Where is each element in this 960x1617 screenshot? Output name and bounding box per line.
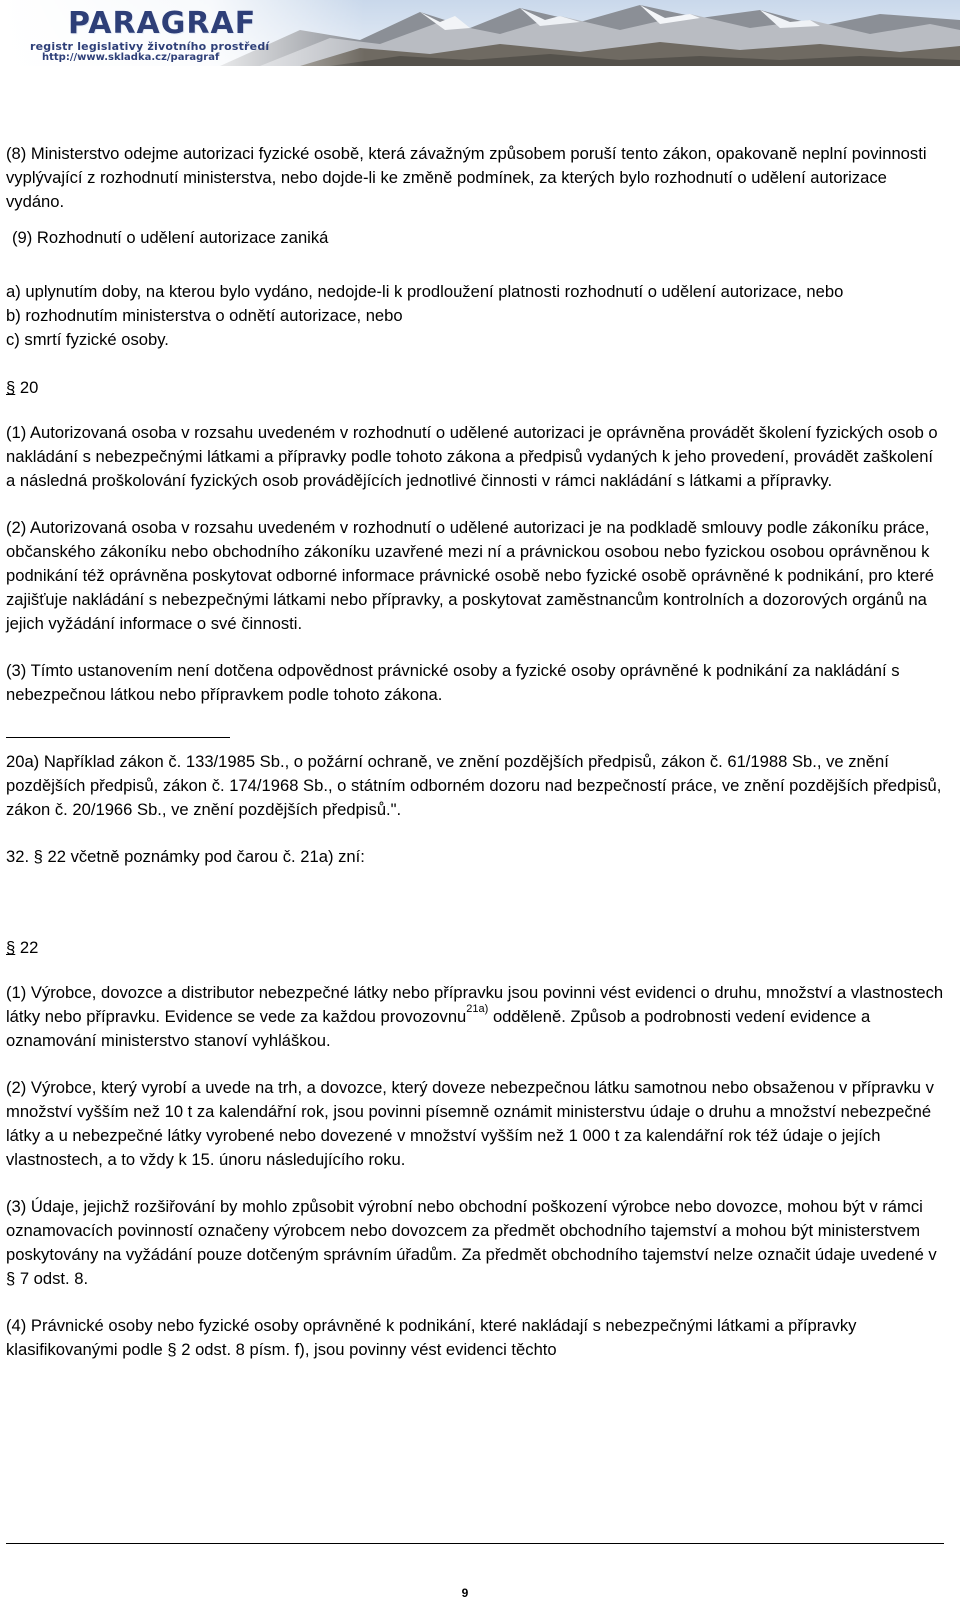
paragraph-9: (9) Rozhodnutí o udělení autorizace zaniká <box>12 228 329 247</box>
section-number: 22 <box>15 938 39 957</box>
section-20-paragraph-3: (3) Tímto ustanovením není dotčena odpovědnost právnické osoby a fyzické osoby oprávněné k podnikání za nakládání s nebezpečnou látkou nebo přípravkem podle tohoto zákona. <box>6 661 900 704</box>
footnote-reference: 21a) <box>466 1003 489 1016</box>
list-item: a) uplynutím doby, na kterou bylo vydáno, nedojde-li k prodloužení platnosti rozhodnutí o udělení autorizace, nebo <box>6 282 844 301</box>
paragraph-text: (1) Výrobce, dovozce a distributor nebezpečné látky nebo přípravku jsou povinni vést evidenci o druhu, množství a vlastnostech látky nebo přípravku. Evidence se vede za každou provozovnu <box>6 983 944 1026</box>
section-22-paragraph-3: (3) Údaje, jejichž rozšiřování by mohlo způsobit výrobní nebo obchodní poškození výrobce nebo dovozce, mohou být v rámci oznamovacích povinností označeny výrobcem nebo dovozcem za předmět obchodního tajemství a mohou být ministerstvem poskytovány na vyžádání pouze dotčeným správním úřadům. Za předmět obchodního tajemství nelze označit údaje uvedené v § 7 odst. 8. <box>6 1197 937 1288</box>
amendment-point-32: 32. § 22 včetně poznámky pod čarou č. 21a) zní: <box>6 847 365 866</box>
document-body <box>6 142 946 1362</box>
paragraph-8: (8) Ministerstvo odejme autorizaci fyzické osobě, která závažným způsobem poruší tento zákon, opakovaně neplní povinnosti vyplývající z rozhodnutí ministerstva, nebo dojde-li ke změně podmínek, za kterých bylo rozhodnutí o udělení autorizace vydáno. <box>6 144 927 211</box>
footnote-divider <box>6 737 230 738</box>
section-20-paragraph-1: (1) Autorizovaná osoba v rozsahu uvedeném v rozhodnutí o udělené autorizaci je oprávněna provádět školení fyzických osob o nakládání s nebezpečnými látkami a přípravky podle tohoto zákona a předpisů vydaných k jeho provedení, provádět zaškolení a následná proškolování fyzických osob provádějících jednotlivé činnosti v rámci nakládání s látkami a přípravky. <box>6 423 938 490</box>
logo-subtitle: registr legislativy životního prostředí <box>30 40 270 53</box>
section-22-paragraph-4: (4) Právnické osoby nebo fyzické osoby oprávněné k podnikání, které nakládají s nebezpečnými látkami a přípravky klasifikovanými podle § 2 odst. 8 písm. f), jsou povinny vést evidenci těchto <box>6 1316 857 1359</box>
list-item: c) smrtí fyzické osoby. <box>6 330 169 349</box>
section-20-heading <box>6 376 946 400</box>
section-symbol: § <box>6 378 16 397</box>
page-number: 9 <box>461 1586 469 1600</box>
list-item: b) rozhodnutím ministerstva o odnětí autorizace, nebo <box>6 306 403 325</box>
section-22-paragraph-2: (2) Výrobce, který vyrobí a uvede na trh, a dovozce, který doveze nebezpečnou látku samotnou nebo obsaženou v přípravku v množství vyšším než 10 t za kalendářní rok, jsou povinni písemně oznámit ministerstvu údaje o druhu a množství nebezpečné látky a u nebezpečné látky vyrobené nebo dovezené v množství vyšším než 1 000 t za kalendářní rok též údaje o jejích vlastnostech, a to vždy k 15. únoru následujícího roku. <box>6 1078 934 1169</box>
section-number: 20 <box>15 378 39 397</box>
section-symbol: § <box>6 938 16 957</box>
logo-url: http://www.skladka.cz/paragraf <box>42 52 220 63</box>
footer-divider <box>6 1543 944 1544</box>
footnote-20a: 20a) Například zákon č. 133/1985 Sb., o požární ochraně, ve znění pozdějších předpisů, zákon č. 61/1988 Sb., ve znění pozdějších předpisů, zákon č. 174/1968 Sb., o státním odborném dozoru nad bezpečností práce, ve znění pozdějších předpisů, zákon č. 20/1966 Sb., ve znění pozdějších předpisů.". <box>6 752 942 819</box>
section-20-paragraph-2: (2) Autorizovaná osoba v rozsahu uvedeném v rozhodnutí o udělené autorizaci je na podkladě smlouvy podle zákoníku práce, občanského zákoníku nebo obchodního zákoníku uzavřené mezi ní a právnickou osobou nebo fyzickou osobou oprávněnou k podnikání též oprávněna poskytovat odborné informace právnické osobě nebo fyzické osobě oprávněné k podnikání, pro které zajišťuje nakládání s nebezpečnými látkami nebo přípravky, a poskytovat zaměstnancům kontrolních a dozorových orgánů na jejich vyžádání informace o své činnosti. <box>6 518 934 633</box>
section-22-heading <box>6 936 946 960</box>
paragraph-text: odděleně. Způsob a podrobnosti vedení evidence a oznamování ministerstvo stanoví vyhláškou. <box>6 1007 871 1050</box>
paragraph-9-list <box>6 280 946 352</box>
logo-title: PARAGRAF <box>68 6 257 41</box>
section-22-paragraph-1 <box>6 981 946 1053</box>
header-banner <box>0 0 960 66</box>
